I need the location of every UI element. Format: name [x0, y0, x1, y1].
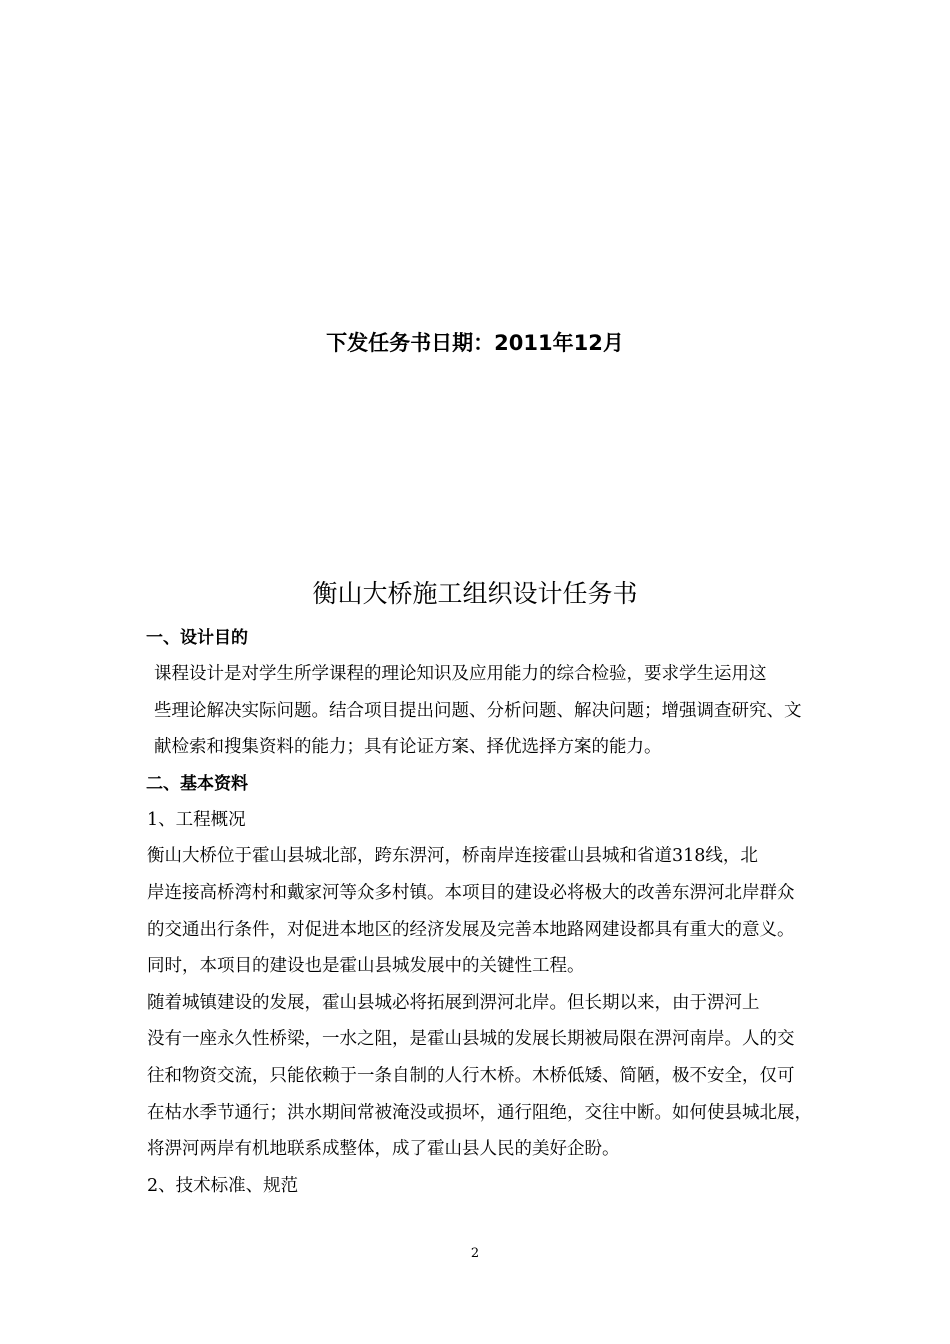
- text-line: 没有一座永久性桥梁，一水之阻，是霍山县城的发展长期被局限在淠河南岸。人的交: [147, 1029, 795, 1050]
- text-line: 衡山大桥位于霍山县城北部，跨东淠河，桥南岸连接霍山县城和省道318线，北: [147, 846, 758, 867]
- paragraph-project-overview: [114, 838, 838, 984]
- document-body: [114, 620, 838, 1204]
- text-line: 随着城镇建设的发展，霍山县城必将拓展到淠河北岸。但长期以来，由于淠河上: [147, 992, 760, 1013]
- issue-date: 下发任务书日期：2011年12月: [326, 331, 624, 355]
- text-line: 将淠河两岸有机地联系成整体，成了霍山县人民的美好企盼。: [147, 1139, 620, 1160]
- text-line: 献检索和搜集资料的能力；具有论证方案、择优选择方案的能力。: [154, 737, 662, 758]
- subsection-title-project-overview: 1、工程概况: [147, 809, 246, 830]
- page-number: 2: [470, 1246, 480, 1261]
- subsection-title-technical-standards: 2、技术标准、规范: [147, 1175, 299, 1196]
- text-line: 的交通出行条件，对促进本地区的经济发展及完善本地路网建设都具有重大的意义。: [147, 919, 795, 940]
- text-line: 同时，本项目的建设也是霍山县城发展中的关键性工程。: [147, 956, 585, 977]
- text-line: 课程设计是对学生所学课程的理论知识及应用能力的综合检验，要求学生运用这: [154, 664, 767, 684]
- text-line: 岸连接高桥湾村和戴家河等众多村镇。本项目的建设必将极大的改善东淠河北岸群众: [147, 882, 795, 903]
- document-title: 衡山大桥施工组织设计任务书: [312, 579, 638, 608]
- section-heading-design-purpose: 一、设计目的: [146, 628, 248, 648]
- paragraph-design-purpose: [114, 656, 838, 766]
- section-heading-basic-data: 二、基本资料: [146, 773, 248, 794]
- text-line: 些理论解决实际问题。结合项目提出问题、分析问题、解决问题；增强调查研究、文: [154, 700, 802, 721]
- text-line: 在枯水季节通行；洪水期间常被淹没或损坏，通行阻绝，交往中断。如何使县城北展，: [147, 1102, 812, 1123]
- paragraph-town-development: [114, 985, 838, 1168]
- text-line: 往和物资交流，只能依赖于一条自制的人行木桥。木桥低矮、简陋，极不安全，仅可: [147, 1065, 795, 1086]
